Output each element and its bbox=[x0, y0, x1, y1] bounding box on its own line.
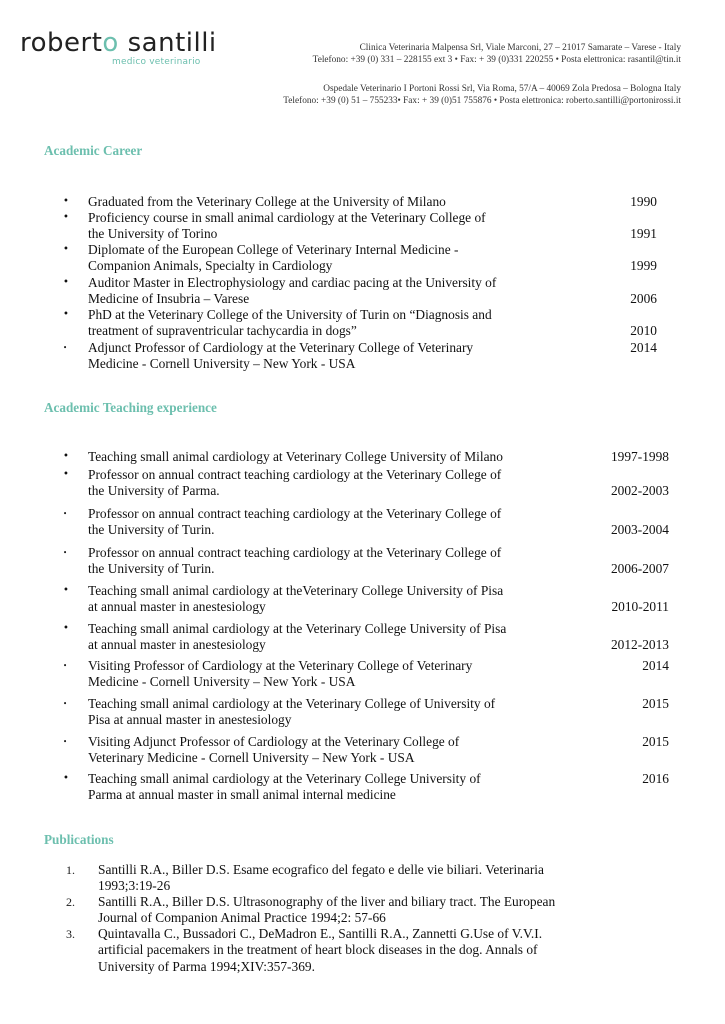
career-item-line: Graduated from the Veterinary College at the University of Milano bbox=[88, 194, 446, 209]
career-year: 2010 bbox=[630, 323, 657, 339]
teaching-item-line: at annual master in anestesiology bbox=[88, 599, 266, 615]
publication-line: Journal of Companion Animal Practice 1994;2: 57-66 bbox=[98, 910, 386, 926]
logo-name-accent: o bbox=[102, 28, 119, 58]
teaching-item bbox=[88, 506, 501, 539]
bullet: • bbox=[63, 585, 69, 596]
bullet: • bbox=[63, 549, 68, 557]
publication-number: 1. bbox=[66, 863, 75, 877]
teaching-item bbox=[88, 734, 459, 767]
career-item bbox=[88, 242, 458, 275]
career-item-line: Diplomate of the European College of Veterinary Internal Medicine - bbox=[88, 242, 459, 257]
career-item-line: Auditor Master in Electrophysiology and cardiac pacing at the University of bbox=[88, 275, 497, 290]
career-item-line: treatment of supraventricular tachycardia in dogs” bbox=[88, 323, 357, 339]
teaching-year: 2003-2004 bbox=[610, 522, 669, 538]
bullet: • bbox=[63, 773, 69, 784]
teaching-year: 2012-2013 bbox=[610, 637, 669, 653]
teaching-item bbox=[88, 696, 495, 729]
bullet: • bbox=[63, 469, 69, 480]
logo-subtitle: medico veterinario bbox=[112, 57, 201, 67]
career-item bbox=[88, 307, 492, 340]
publication-number: 3. bbox=[66, 927, 75, 941]
teaching-item-line: Medicine - Cornell University – New York - USA bbox=[88, 674, 356, 690]
teaching-year: 2006-2007 bbox=[610, 561, 669, 577]
career-year: 1990 bbox=[630, 194, 657, 209]
bullet: • bbox=[63, 344, 68, 352]
bullet: • bbox=[63, 623, 69, 634]
section-title-publications: Publications bbox=[44, 832, 114, 847]
publication-line: University of Parma 1994;XIV:357-369. bbox=[98, 958, 315, 974]
teaching-year: 2016 bbox=[642, 771, 669, 786]
teaching-item-line: at annual master in anestesiology bbox=[88, 637, 266, 653]
career-item-line: Medicine - Cornell University – New York - USA bbox=[88, 356, 356, 372]
publication-line: Quintavalla C., Bussadori C., DeMadron E., Santilli R.A., Zannetti G.Use of V.V.I. bbox=[98, 926, 543, 941]
bullet: • bbox=[63, 244, 69, 255]
teaching-year: 2015 bbox=[642, 734, 669, 749]
section-title-academic-career: Academic Career bbox=[44, 143, 143, 158]
career-item bbox=[88, 340, 473, 373]
section-title-teaching: Academic Teaching experience bbox=[44, 400, 217, 415]
career-item-line: Medicine of Insubria – Varese bbox=[88, 291, 250, 307]
teaching-item bbox=[88, 658, 472, 691]
teaching-item-line: Teaching small animal cardiology at the Veterinary College of University of bbox=[88, 696, 496, 711]
teaching-item-line: Parma at annual master in small animal internal medicine bbox=[88, 787, 396, 803]
teaching-item-line: the University of Turin. bbox=[88, 522, 215, 538]
publication-line: Santilli R.A., Biller D.S. Esame ecografico del fegato e delle vie biliari. Veterinaria bbox=[98, 862, 544, 877]
bullet: • bbox=[63, 451, 69, 462]
publication-entry bbox=[98, 926, 542, 975]
publication-line: Santilli R.A., Biller D.S. Ultrasonography of the liver and biliary tract. The European bbox=[98, 894, 556, 909]
bullet: • bbox=[63, 700, 68, 708]
logo-name-part2: santilli bbox=[118, 28, 217, 58]
bullet: • bbox=[63, 309, 69, 320]
teaching-item-line: Veterinary Medicine - Cornell University – New York - USA bbox=[88, 750, 415, 766]
career-item bbox=[88, 210, 486, 243]
clinic-address: Clinica Veterinaria Malpensa Srl, Viale Marconi, 27 – 21017 Samarate – Varese - Italy bbox=[359, 43, 681, 53]
teaching-item-line: Visiting Adjunct Professor of Cardiology at the Veterinary College of bbox=[88, 734, 460, 749]
hospital-contacts: Telefono: +39 (0) 51 – 755233• Fax: + 39 (0)51 755876 • Posta elettronica: roberto.santilli@portonirossi.it bbox=[283, 96, 681, 106]
career-item-line: Proficiency course in small animal cardiology at the Veterinary College of bbox=[88, 210, 486, 225]
teaching-item bbox=[88, 621, 506, 654]
teaching-item-line: Teaching small animal cardiology at the Veterinary College University of bbox=[88, 771, 481, 786]
bullet: • bbox=[63, 738, 68, 746]
teaching-item-line: the University of Parma. bbox=[88, 483, 220, 499]
teaching-item-line: Teaching small animal cardiology at Veterinary College University of Milano bbox=[88, 449, 503, 464]
career-item-line: PhD at the Veterinary College of the University of Turin on “Diagnosis and bbox=[88, 307, 492, 322]
contact-header bbox=[283, 42, 681, 107]
logo-wordmark bbox=[20, 30, 217, 56]
publication-line: artificial pacemakers in the treatment of heart block diseases in the dog. Annals of bbox=[98, 942, 538, 958]
teaching-item bbox=[88, 449, 503, 465]
bullet: • bbox=[63, 662, 68, 670]
teaching-item-line: Visiting Professor of Cardiology at the Veterinary College of Veterinary bbox=[88, 658, 473, 673]
teaching-year: 2015 bbox=[642, 696, 669, 711]
career-item bbox=[88, 275, 496, 308]
bullet: • bbox=[63, 277, 69, 288]
career-item-line: Companion Animals, Specialty in Cardiology bbox=[88, 258, 333, 274]
teaching-item-line: the University of Turin. bbox=[88, 561, 215, 577]
teaching-item-line: Professor on annual contract teaching cardiology at the Veterinary College of bbox=[88, 545, 502, 560]
teaching-item bbox=[88, 583, 503, 616]
career-item-line: Adjunct Professor of Cardiology at the Veterinary College of Veterinary bbox=[88, 340, 474, 355]
bullet: • bbox=[63, 510, 68, 518]
bullet: • bbox=[63, 196, 69, 207]
teaching-item bbox=[88, 467, 501, 500]
bullet: • bbox=[63, 212, 69, 223]
hospital-address: Ospedale Veterinario I Portoni Rossi Srl, Via Roma, 57/A – 40069 Zola Predosa – Bologna Italy bbox=[323, 84, 681, 94]
career-item-line: the University of Torino bbox=[88, 226, 218, 242]
teaching-item-line: Teaching small animal cardiology at theVeterinary College University of Pisa bbox=[88, 583, 504, 598]
publication-entry bbox=[98, 862, 544, 895]
teaching-item-line: Teaching small animal cardiology at the Veterinary College University of Pisa bbox=[88, 621, 507, 636]
teaching-item bbox=[88, 545, 501, 578]
publication-number: 2. bbox=[66, 895, 75, 909]
logo bbox=[20, 28, 217, 70]
career-year: 2014 bbox=[630, 340, 657, 355]
teaching-year: 2014 bbox=[642, 658, 669, 673]
teaching-item-line: Professor on annual contract teaching cardiology at the Veterinary College of bbox=[88, 506, 502, 521]
logo-name-part1: robert bbox=[20, 28, 103, 58]
teaching-year: 2010-2011 bbox=[611, 599, 669, 615]
publication-entry bbox=[98, 894, 555, 927]
teaching-item-line: Professor on annual contract teaching cardiology at the Veterinary College of bbox=[88, 467, 502, 482]
teaching-item bbox=[88, 771, 481, 804]
career-item bbox=[88, 194, 446, 210]
teaching-item-line: Pisa at annual master in anestesiology bbox=[88, 712, 292, 728]
career-year: 1991 bbox=[630, 226, 657, 242]
career-year: 1999 bbox=[630, 258, 657, 274]
clinic-contacts: Telefono: +39 (0) 331 – 228155 ext 3 • Fax: + 39 (0)331 220255 • Posta elettronica: rasantil@tin.it bbox=[312, 55, 681, 65]
career-year: 2006 bbox=[630, 291, 657, 307]
teaching-year: 2002-2003 bbox=[610, 483, 669, 499]
teaching-year: 1997-1998 bbox=[610, 449, 669, 464]
publication-line: 1993;3:19-26 bbox=[98, 878, 171, 894]
